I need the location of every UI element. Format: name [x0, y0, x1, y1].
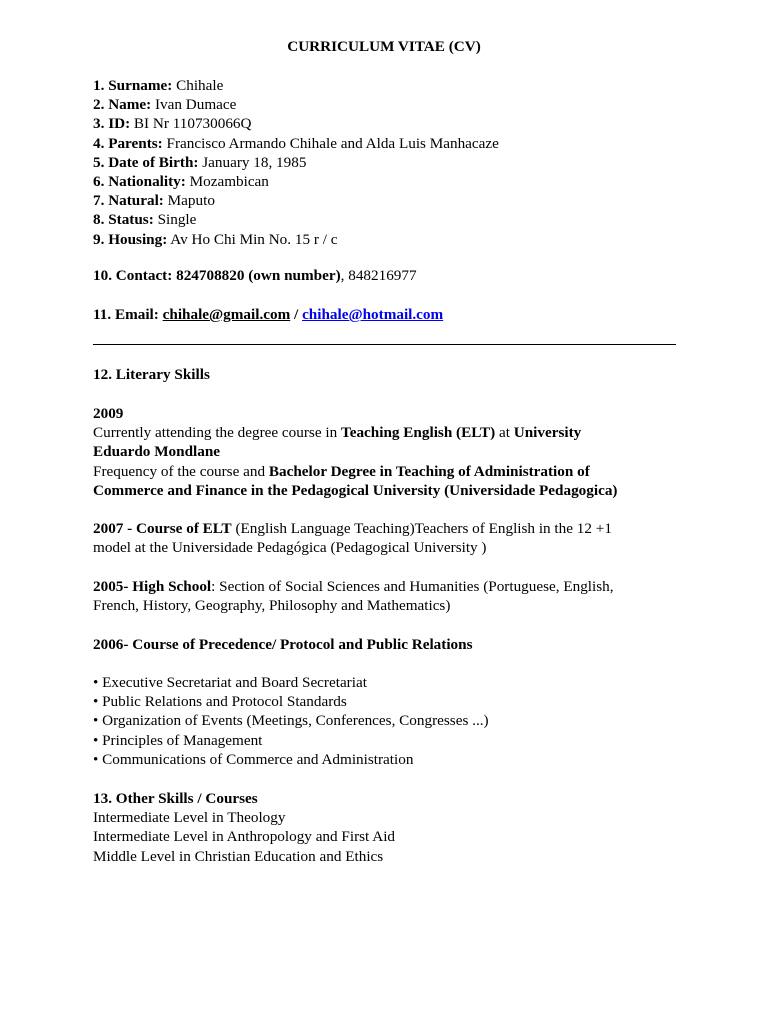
email-gmail[interactable]: chihale@gmail.com [162, 306, 291, 323]
literary-skills-heading [93, 365, 693, 384]
other-skills [93, 789, 693, 866]
email-label: 11. Email: [93, 306, 159, 323]
list-item: Middle Level in Christian Education and Ethics [93, 847, 384, 865]
entry-2006-title [93, 635, 693, 654]
divider [93, 344, 676, 345]
list-item: • Public Relations and Protocol Standards [93, 693, 347, 711]
id-line [93, 114, 693, 133]
institution: Eduardo Mondlane [93, 443, 221, 461]
contact-own-number: 824708820 (own number) [176, 267, 341, 284]
section-heading: 12. Literary Skills [93, 366, 210, 383]
field-value: BI Nr 110730066Q [133, 115, 252, 133]
field-label: 9. Housing: [93, 230, 168, 248]
personal-info [93, 76, 693, 249]
email-hotmail-link[interactable]: chihale@hotmail.com [302, 306, 444, 323]
entry-title: 2005- High School [93, 578, 212, 595]
degree-name: Commerce and Finance in the Pedagogical University (Universidade Pedagogica) [93, 481, 618, 499]
section-heading: 13. Other Skills / Courses [93, 790, 258, 807]
text: (English Language Teaching)Teachers of English in the 12 +1 [235, 520, 612, 537]
contact-other-number: 848216977 [348, 267, 417, 284]
natural-line [93, 191, 693, 210]
entry-2009-line2 [93, 442, 693, 461]
housing-line [93, 230, 693, 249]
field-value: Chihale [176, 77, 224, 94]
field-label: 6. Nationality: [93, 173, 186, 191]
field-value: Maputo [167, 192, 215, 210]
list-item: • Executive Secretariat and Board Secretariat [93, 674, 367, 691]
field-value: January 18, 1985 [202, 153, 307, 171]
parents-line [93, 134, 693, 153]
list-item: Intermediate Level in Anthropology and First Aid [93, 828, 396, 846]
contact-line [93, 266, 693, 285]
field-value: Ivan Dumace [155, 96, 237, 114]
entry-2007 [93, 519, 693, 557]
field-value: Francisco Armando Chihale and Alda Luis Manhacaze [166, 134, 499, 152]
field-label: 2. Name: [93, 96, 152, 114]
institution: University [513, 424, 582, 442]
entry-2005-line1 [93, 577, 693, 596]
name-line [93, 95, 693, 114]
list-item: • Principles of Management [93, 731, 263, 749]
field-label: 3. ID: [93, 115, 131, 133]
entry-2009-line3 [93, 462, 693, 481]
entry-2005-line2: French, History, Geography, Philosophy and Mathematics) [93, 597, 451, 615]
email-separator: / [294, 306, 299, 323]
surname-line [93, 76, 693, 95]
entry-2009 [93, 404, 693, 500]
text: at [498, 424, 510, 442]
field-value: Av Ho Chi Min No. 15 r / c [170, 230, 338, 248]
entry-title: 2007 - Course of ELT [93, 520, 232, 537]
text: Currently attending the degree course in [93, 424, 338, 442]
field-label: 5. Date of Birth: [93, 153, 199, 171]
year-2009 [93, 404, 693, 423]
course-bullet-list [93, 673, 693, 769]
entry-2007-line1 [93, 519, 693, 538]
birth-line [93, 153, 693, 172]
list-item: Intermediate Level in Theology [93, 809, 286, 827]
contact-label: 10. Contact: [93, 267, 173, 284]
entry-2005 [93, 577, 693, 615]
email-line [93, 305, 693, 324]
field-label: 8. Status: [93, 211, 154, 229]
year-label: 2009 [93, 405, 124, 422]
document-title: CURRICULUM VITAE (CV) [287, 38, 481, 55]
course-name: Teaching English (ELT) [340, 424, 496, 442]
nationality-line [93, 172, 693, 191]
field-value: Single [157, 211, 197, 229]
field-label: 7. Natural: [93, 192, 164, 210]
entry-2009-line4 [93, 481, 693, 500]
degree-name: Bachelor Degree in Teaching of Administration of [268, 462, 590, 480]
text: : Section of Social Sciences and Humanities (Portuguese, English, [211, 578, 614, 595]
text: Frequency of the course and [93, 462, 266, 480]
entry-title: 2006- Course of Precedence/ Protocol and Public Relations [93, 636, 473, 653]
contact-separator: , [340, 267, 345, 284]
field-label: 1. Surname: [93, 77, 173, 94]
list-item: • Organization of Events (Meetings, Conferences, Congresses ...) [93, 712, 489, 730]
entry-2009-line1 [93, 423, 693, 442]
status-line [93, 210, 693, 229]
entry-2007-line2: model at the Universidade Pedagógica (Pedagogical University ) [93, 539, 487, 557]
field-value: Mozambican [189, 173, 269, 191]
list-item: • Communications of Commerce and Administration [93, 750, 414, 768]
other-skills-heading [93, 789, 693, 808]
field-label: 4. Parents: [93, 134, 163, 152]
